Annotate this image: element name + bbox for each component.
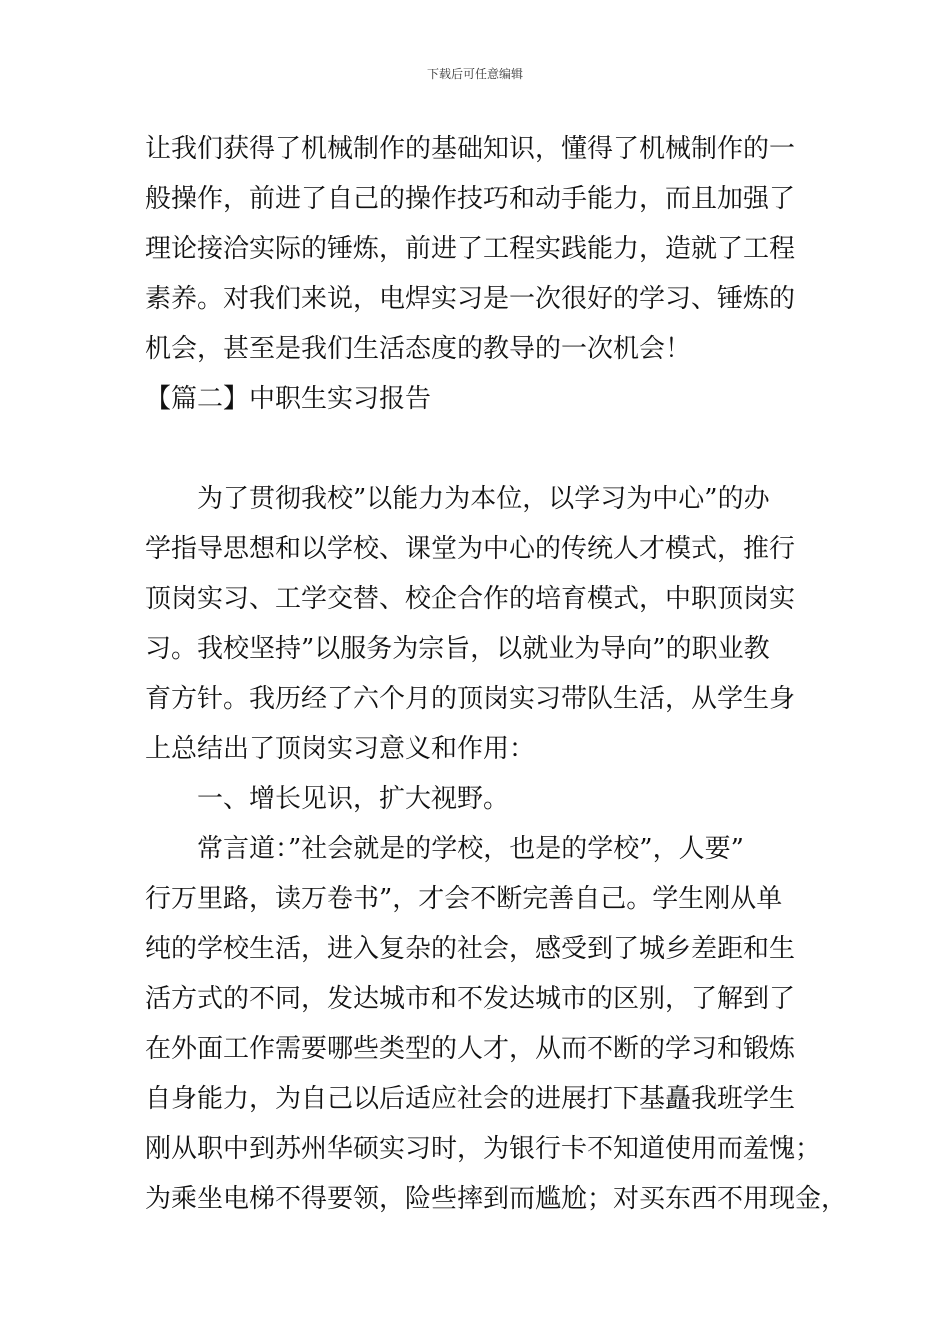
text-line: 刚从职中到苏州华硕实习时，为银行卡不知道使用而羞愧； [145, 1134, 822, 1164]
text-line: 为乘坐电梯不得要领，险些摔到而尴尬；对买东西不用现金， [145, 1184, 848, 1214]
section2-paragraph-2 [145, 824, 848, 1224]
text-line: 机会，甚至是我们生活态度的教导的一次机会！ [145, 334, 692, 364]
point-title: 一、增长见识，扩大视野。 [197, 784, 510, 814]
text-line: 素养。对我们来说，电焊实习是一次很好的学习、锤炼的 [145, 284, 796, 314]
document-body [145, 124, 848, 1224]
section1-paragraph [145, 124, 810, 374]
text-line: 上总结出了顶岗实习意义和作用： [145, 734, 536, 764]
text-line: 活方式的不同，发达城市和不发达城市的区别，了解到了 [145, 984, 796, 1014]
text-line: 让我们获得了机械制作的基础知识，懂得了机械制作的一 [145, 134, 796, 164]
blank-line [145, 424, 810, 474]
page-header-note: 下载后可任意编辑 [426, 67, 523, 81]
text-line: 育方针。我历经了六个月的顶岗实习带队生活，从学生身 [145, 684, 796, 714]
text-line: 顶岗实习、工学交替、校企合作的培育模式，中职顶岗实 [145, 584, 796, 614]
text-line: 般操作，前进了自己的操作技巧和动手能力，而且加强了 [145, 184, 796, 214]
text-line: 为了贯彻我校”以能力为本位，以学习为中心”的办 [197, 484, 770, 514]
text-line: 在外面工作需要哪些类型的人才，从而不断的学习和锻炼 [145, 1034, 796, 1064]
text-line: 自身能力，为自己以后适应社会的进展打下基矗我班学生 [145, 1084, 796, 1114]
text-line: 行万里路，读万卷书”，才会不断完善自己。学生刚从单 [145, 884, 783, 914]
text-line: 学指导思想和以学校、课堂为中心的传统人才模式，推行 [145, 534, 796, 564]
text-line: 理论接洽实际的锤炼，前进了工程实践能力，造就了工程 [145, 234, 796, 264]
text-line: 常言道：”社会就是的学校，也是的学校”，人要” [197, 834, 744, 864]
text-line: 习。我校坚持”以服务为宗旨，以就业为导向”的职业教 [145, 634, 770, 664]
section-heading: 【篇二】中职生实习报告 [145, 384, 432, 414]
text-line: 纯的学校生活，进入复杂的社会，感受到了城乡差距和生 [145, 934, 796, 964]
section2-paragraph-1 [145, 474, 810, 774]
